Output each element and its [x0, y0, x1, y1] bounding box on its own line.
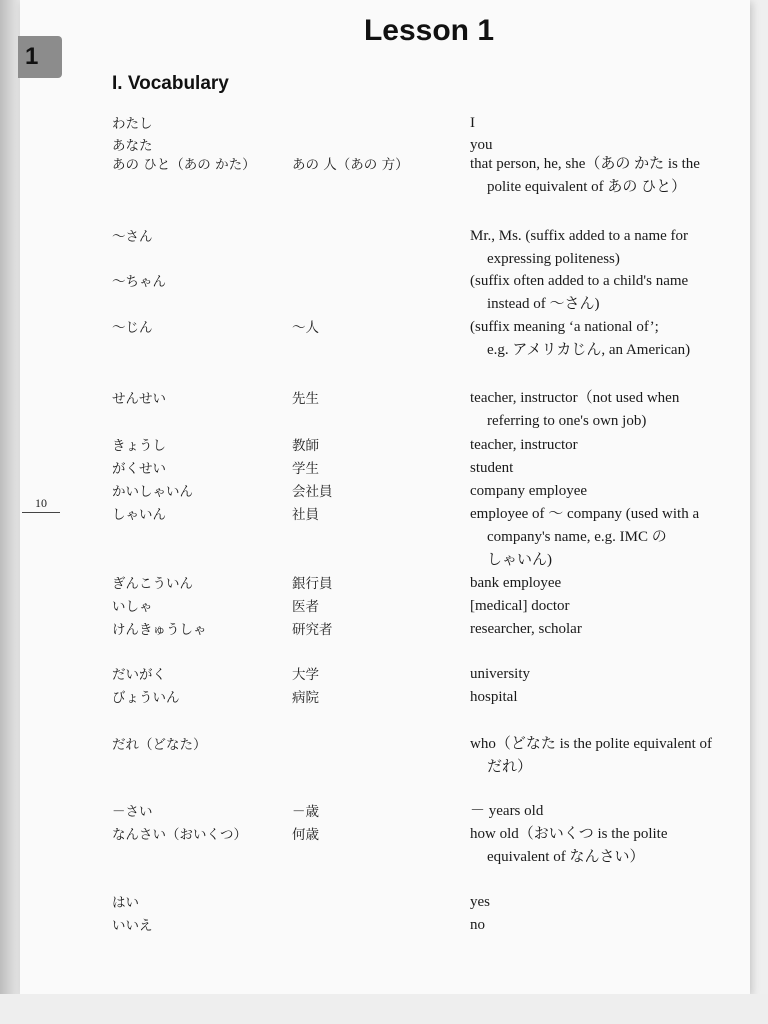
vocab-kana: いいえ — [112, 918, 153, 934]
page-number: 10 — [22, 496, 60, 513]
vocab-kanji: 病院 — [292, 690, 319, 706]
vocab-kana: はい — [112, 895, 139, 911]
vocab-english — [470, 316, 745, 362]
vocab-kana: ～じん — [112, 320, 153, 336]
vocab-kana: びょういん — [112, 690, 180, 706]
vocab-english — [470, 457, 745, 480]
vocab-english-line: teacher, instructor（not used when — [470, 390, 680, 406]
vocab-kana: せんせい — [112, 391, 166, 407]
vocab-kanji: 何歳 — [292, 827, 319, 843]
vocab-english-line: しゃいん) — [487, 552, 552, 568]
vocab-kanji: 教師 — [292, 438, 319, 454]
vocab-kana: ～ちゃん — [112, 274, 166, 290]
vocab-english — [470, 663, 745, 686]
vocab-english-line: company's name, e.g. IMC の — [487, 529, 667, 545]
vocab-english — [470, 480, 745, 503]
vocab-english-line: instead of ～さん) — [487, 296, 600, 312]
vocab-kana: かいしゃいん — [112, 484, 193, 500]
vocab-kana: いしゃ — [112, 599, 153, 615]
vocab-english-line: who（どなた is the polite equivalent of — [470, 736, 713, 752]
vocab-kanji: 研究者 — [292, 622, 333, 638]
vocab-english — [470, 387, 745, 433]
vocab-kana: ～さん — [112, 229, 153, 245]
section-heading: I. Vocabulary — [112, 73, 229, 94]
vocab-english — [470, 153, 745, 199]
vocab-english-line: e.g. アメリカじん, an American) — [487, 342, 691, 358]
vocab-english-line: researcher, scholar — [470, 621, 582, 637]
vocab-english-line: I — [470, 115, 475, 131]
vocab-kana: だれ（どなた） — [112, 737, 207, 753]
vocab-english — [470, 270, 745, 316]
vocab-kana: ぎんこういん — [112, 576, 193, 592]
vocab-kana: けんきゅうしゃ — [112, 622, 207, 638]
vocab-english-line: student — [470, 460, 514, 476]
vocab-english-line: teacher, instructor — [470, 437, 578, 453]
vocab-english-line: equivalent of なんさい） — [487, 849, 645, 865]
vocab-kana: だいがく — [112, 667, 166, 683]
lesson-title: Lesson 1 — [363, 14, 495, 47]
vocab-kana: あなた — [112, 138, 153, 154]
vocab-kanji: あの 人（あの 方） — [292, 157, 409, 173]
vocab-kanji: －歳 — [292, 804, 319, 820]
vocab-english-line: hospital — [470, 689, 518, 705]
vocab-kanji: 学生 — [292, 461, 319, 477]
vocab-english — [470, 572, 745, 595]
vocab-english — [470, 434, 745, 457]
vocab-kanji: 先生 — [292, 391, 319, 407]
vocab-kana: あの ひと（あの かた） — [112, 157, 256, 173]
vocab-english — [470, 595, 745, 618]
page-bottom-margin — [0, 994, 768, 1024]
vocab-english — [470, 503, 745, 572]
vocab-english-line: だれ） — [487, 759, 533, 775]
vocab-english-line: employee of ～ company (used with a — [470, 506, 700, 522]
vocab-kana: しゃいん — [112, 507, 166, 523]
vocab-english-line: bank employee — [470, 575, 562, 591]
vocab-english-line: referring to one's own job) — [487, 413, 647, 429]
vocab-english-line: － years old — [470, 803, 544, 819]
vocab-english — [470, 112, 745, 135]
vocab-english-line: (suffix meaning ‘a national of’; — [470, 319, 659, 335]
vocab-english-line: polite equivalent of あの ひと） — [487, 179, 687, 195]
vocab-kana: わたし — [112, 116, 153, 132]
vocab-kanji: 大学 — [292, 667, 319, 683]
vocab-kana: きょうし — [112, 438, 166, 454]
vocab-kana: －さい — [112, 804, 153, 820]
vocab-kana: なんさい（おいくつ） — [112, 827, 247, 843]
vocab-english-line: company employee — [470, 483, 588, 499]
vocab-english — [470, 733, 745, 779]
chapter-tab: 1 — [18, 36, 62, 78]
vocab-english-line: (suffix often added to a child's name — [470, 273, 689, 289]
vocab-english-line: Mr., Ms. (suffix added to a name for — [470, 228, 689, 244]
vocab-kanji: 会社員 — [292, 484, 333, 500]
vocab-kanji: 医者 — [292, 599, 319, 615]
vocab-english — [470, 823, 745, 869]
vocab-english — [470, 914, 745, 937]
vocab-english — [470, 800, 745, 823]
vocab-english-line: expressing politeness) — [487, 251, 620, 267]
vocab-kanji: ～人 — [292, 320, 319, 336]
vocab-english-line: [medical] doctor — [470, 598, 570, 614]
vocab-kanji: 銀行員 — [292, 576, 333, 592]
vocab-english-line: no — [470, 917, 485, 933]
page-binding-shadow — [0, 0, 20, 1024]
vocab-english — [470, 618, 745, 641]
vocab-kanji: 社員 — [292, 507, 319, 523]
vocab-english-line: that person, he, she（あの かた is the — [470, 156, 700, 172]
vocab-kana: がくせい — [112, 461, 166, 477]
vocab-english — [470, 225, 745, 271]
vocab-english-line: university — [470, 666, 530, 682]
vocab-english — [470, 891, 745, 914]
vocab-english-line: you — [470, 137, 493, 153]
vocab-english-line: yes — [470, 894, 490, 910]
vocab-english — [470, 686, 745, 709]
vocab-english-line: how old（おいくつ is the polite — [470, 826, 668, 842]
